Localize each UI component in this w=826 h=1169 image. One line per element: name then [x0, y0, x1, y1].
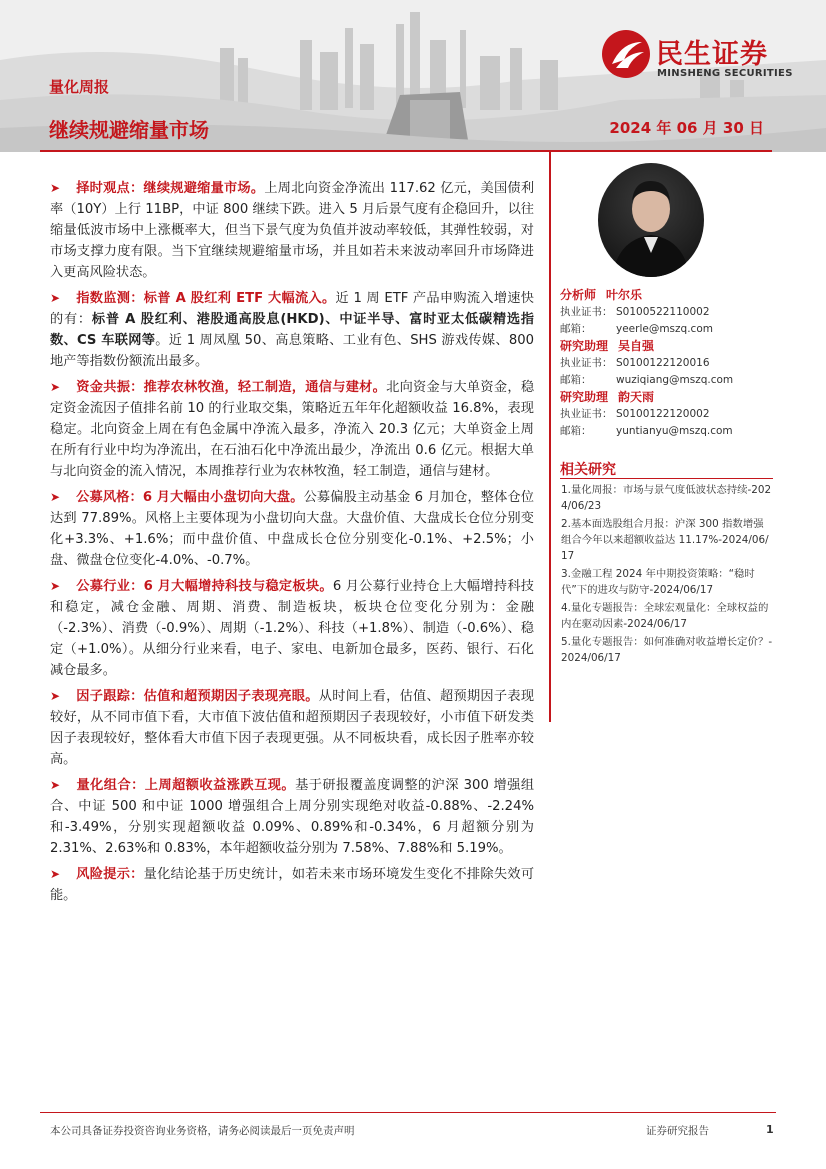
summary-paragraph [50, 377, 534, 482]
paragraph-lead: 因子跟踪：估值和超预期因子表现亮眼。 [76, 689, 319, 704]
paragraph-lead: 择时观点：继续规避缩量市场。 [76, 181, 265, 196]
related-research-divider [560, 478, 773, 479]
bullet-arrow-icon: ➤ [50, 579, 61, 593]
cert-number: S0100522110002 [616, 306, 710, 318]
summary-paragraph [50, 576, 534, 681]
paragraph-text: 近 1 周 ETF 产品申购流入增速快的有： [50, 291, 534, 327]
paragraph-lead: 指数监测：标普 A 股红利 ETF 大幅流入。 [76, 291, 336, 306]
paragraph-text: 北向资金与大单资金，稳定资金流因子值排名前 10 的行业取交集，策略近五年年化超额收益 16.8%，表现稳定。北向资金上周在有色金属中净流入最多，净流入 20.3 亿元；大单资金上周在所有行业中均为净流出，在石油石化中净流出最少，净流出 0.6 亿元。根据大单与北向资金的流入情况，本周推荐行业为农林牧渔，轻工制造，通信与建材。 [50, 380, 535, 479]
logo-text-en: MINSHENG SECURITIES [657, 68, 793, 79]
footer-doc-type: 证券研究报告 [646, 1125, 709, 1137]
email-label: 邮箱： [560, 374, 592, 386]
paragraph-text: 。近 1 周凤凰 50、高息策略、工业有色、SHS 游戏传媒、800 地产等指数份额流出最多。 [50, 333, 534, 369]
cert-label: 执业证书： [560, 408, 613, 420]
analyst-role [560, 338, 775, 355]
analyst-email [560, 321, 775, 338]
paragraph-text: 基于研报覆盖度调整的沪深 300 增强组合、中证 500 和中证 1000 增强组合上周分别实现绝对收益-0.88%、-2.24%和-3.49%，分别实现超额收益 0.09%、0.89%和-0.34%，6 月超额分别为 2.31%、2.63%和 0.83%，本年超额收益分别为 7.58%、7.88%和 5.19%。 [50, 778, 535, 856]
paragraph-lead: 公募行业：6 月大幅增持科技与稳定板块。 [76, 579, 333, 594]
column-divider [549, 152, 551, 722]
summary-paragraph [50, 686, 534, 770]
page-number: 1 [766, 1123, 774, 1136]
paragraph-text: 量化结论基于历史统计，如若未来市场环境发生变化不排除失效可能。 [50, 867, 535, 903]
analyst-cert [560, 355, 775, 372]
bullet-arrow-icon: ➤ [50, 490, 61, 504]
bullet-arrow-icon: ➤ [50, 291, 61, 305]
email-link[interactable]: wuziqiang@mszq.com [616, 374, 734, 386]
summary-paragraph [50, 775, 534, 859]
email-label: 邮箱： [560, 323, 592, 335]
analyst-cert [560, 406, 775, 423]
analyst-cert [560, 304, 775, 321]
related-research-item[interactable]: 3.金融工程 2024 年中期投资策略：“稳时代”下的进攻与防守-2024/06/17 [561, 568, 755, 596]
logo-emblem-icon [602, 30, 650, 78]
related-research-item[interactable]: 4.量化专题报告：全球宏观量化：全球权益的内在驱动因素-2024/06/17 [561, 602, 769, 630]
analyst-name: 吴自强 [618, 339, 655, 353]
summary-paragraph [50, 288, 534, 372]
paragraph-text: 公募偏股主动基金 6 月加仓，整体仓位达到 77.89%。风格上主要体现为小盘切向大盘。大盘价值、大盘成长仓位分别变化+3.3%、+1.6%；而中盘价值、中盘成长仓位分别变化-0.1%、+2.5%；小盘、微盘仓位变化-4.0%、-0.7%。 [50, 490, 534, 568]
analyst-role-label: 研究助理 [560, 390, 609, 404]
cert-label: 执业证书： [560, 357, 613, 369]
related-research-item[interactable]: 2.基本面选股组合月报：沪深 300 指数增强组合今年以来超额收益达 11.17%-2024/06/17 [561, 518, 769, 562]
paragraph-text: 6 月公募行业持仓上大幅增持科技和稳定，减仓金融、周期、消费、制造板块，板块仓位变化分别为：金融（-2.3%）、消费（-0.9%）、周期（-1.2%）、科技（+1.8%）、制造（-0.6%）、稳定（+1.0%）。从细分行业来看，电子、家电、电新加仓最多，医药、银行、石化减仓最多。 [50, 579, 534, 678]
cert-label: 执业证书： [560, 306, 613, 318]
analyst-role-label: 研究助理 [560, 339, 609, 353]
email-link[interactable]: yuntianyu@mszq.com [616, 425, 733, 437]
analyst-email [560, 423, 775, 440]
bullet-arrow-icon: ➤ [50, 689, 61, 703]
summary-paragraph [50, 178, 534, 283]
paragraph-lead: 公募风格：6 月大幅由小盘切向大盘。 [76, 490, 304, 505]
analyst-photo [598, 163, 704, 277]
bullet-arrow-icon: ➤ [50, 778, 61, 792]
company-logo [602, 30, 812, 86]
paragraph-lead: 量化组合：上周超额收益涨跌互现。 [76, 778, 296, 793]
paragraph-text: 标普 A 股红利、港股通高股息(HKD)、中证半导、富时亚太低碳精选指数、CS 车联网等 [50, 312, 534, 348]
related-research-title: 相关研究 [560, 462, 616, 478]
related-research-list [561, 482, 773, 668]
report-type: 量化周报 [49, 78, 110, 96]
paragraph-text: 从时间上看，估值、超预期因子表现较好，从不同市值下看，大市值下波估值和超预期因子表现较好，小市值下研发类因子表现较好，整体看大市值下因子表现更强。从不同板块看，成长因子胜率亦较高。 [50, 689, 535, 767]
footer-divider [40, 1112, 776, 1113]
summary-paragraph [50, 487, 534, 571]
cert-number: S0100122120016 [616, 357, 710, 369]
logo-text-cn: 民生证券 [656, 39, 768, 70]
bullet-arrow-icon: ➤ [50, 867, 61, 881]
main-content [50, 178, 534, 911]
summary-paragraph [50, 864, 534, 906]
analyst-role-label: 分析师 [560, 288, 597, 302]
analyst-role [560, 287, 775, 304]
paragraph-lead: 资金共振：推荐农林牧渔，轻工制造，通信与建材。 [76, 380, 387, 395]
footer-disclaimer: 本公司具备证券投资咨询业务资格，请务必阅读最后一页免责声明 [50, 1125, 355, 1137]
paragraph-text: 上周北向资金净流出 117.62 亿元，美国债利率（10Y）上行 11BP，中证 800 继续下跌。进入 5 月后景气度有企稳回升，以往缩量低波市场中上涨概率大，但当下景气度为负值并波动率较低，其弹性较弱，对市场支撑力度有限。当下宜继续规避缩量市场，并且如若未来波动率回升市场降进入更高风险状态。 [50, 181, 535, 280]
related-research-item[interactable]: 5.量化专题报告：如何准确对收益增长定价？-2024/06/17 [561, 636, 773, 664]
analyst-list [560, 287, 775, 440]
email-link[interactable]: yeerle@mszq.com [616, 323, 713, 335]
related-research-item[interactable]: 1.量化周报：市场与景气度低波状态持续-2024/06/23 [561, 484, 772, 512]
analyst-name: 叶尔乐 [606, 288, 643, 302]
cert-number: S0100122120002 [616, 408, 710, 420]
email-label: 邮箱： [560, 425, 592, 437]
header-banner [0, 0, 826, 152]
report-date: 2024 年 06 月 30 日 [609, 119, 764, 137]
analyst-role [560, 389, 775, 406]
header-divider [40, 150, 772, 152]
analyst-email [560, 372, 775, 389]
bullet-arrow-icon: ➤ [50, 181, 61, 195]
paragraph-lead: 风险提示： [76, 867, 144, 882]
report-title: 继续规避缩量市场 [49, 118, 209, 142]
analyst-name: 韵天雨 [618, 390, 655, 404]
bullet-arrow-icon: ➤ [50, 380, 61, 394]
